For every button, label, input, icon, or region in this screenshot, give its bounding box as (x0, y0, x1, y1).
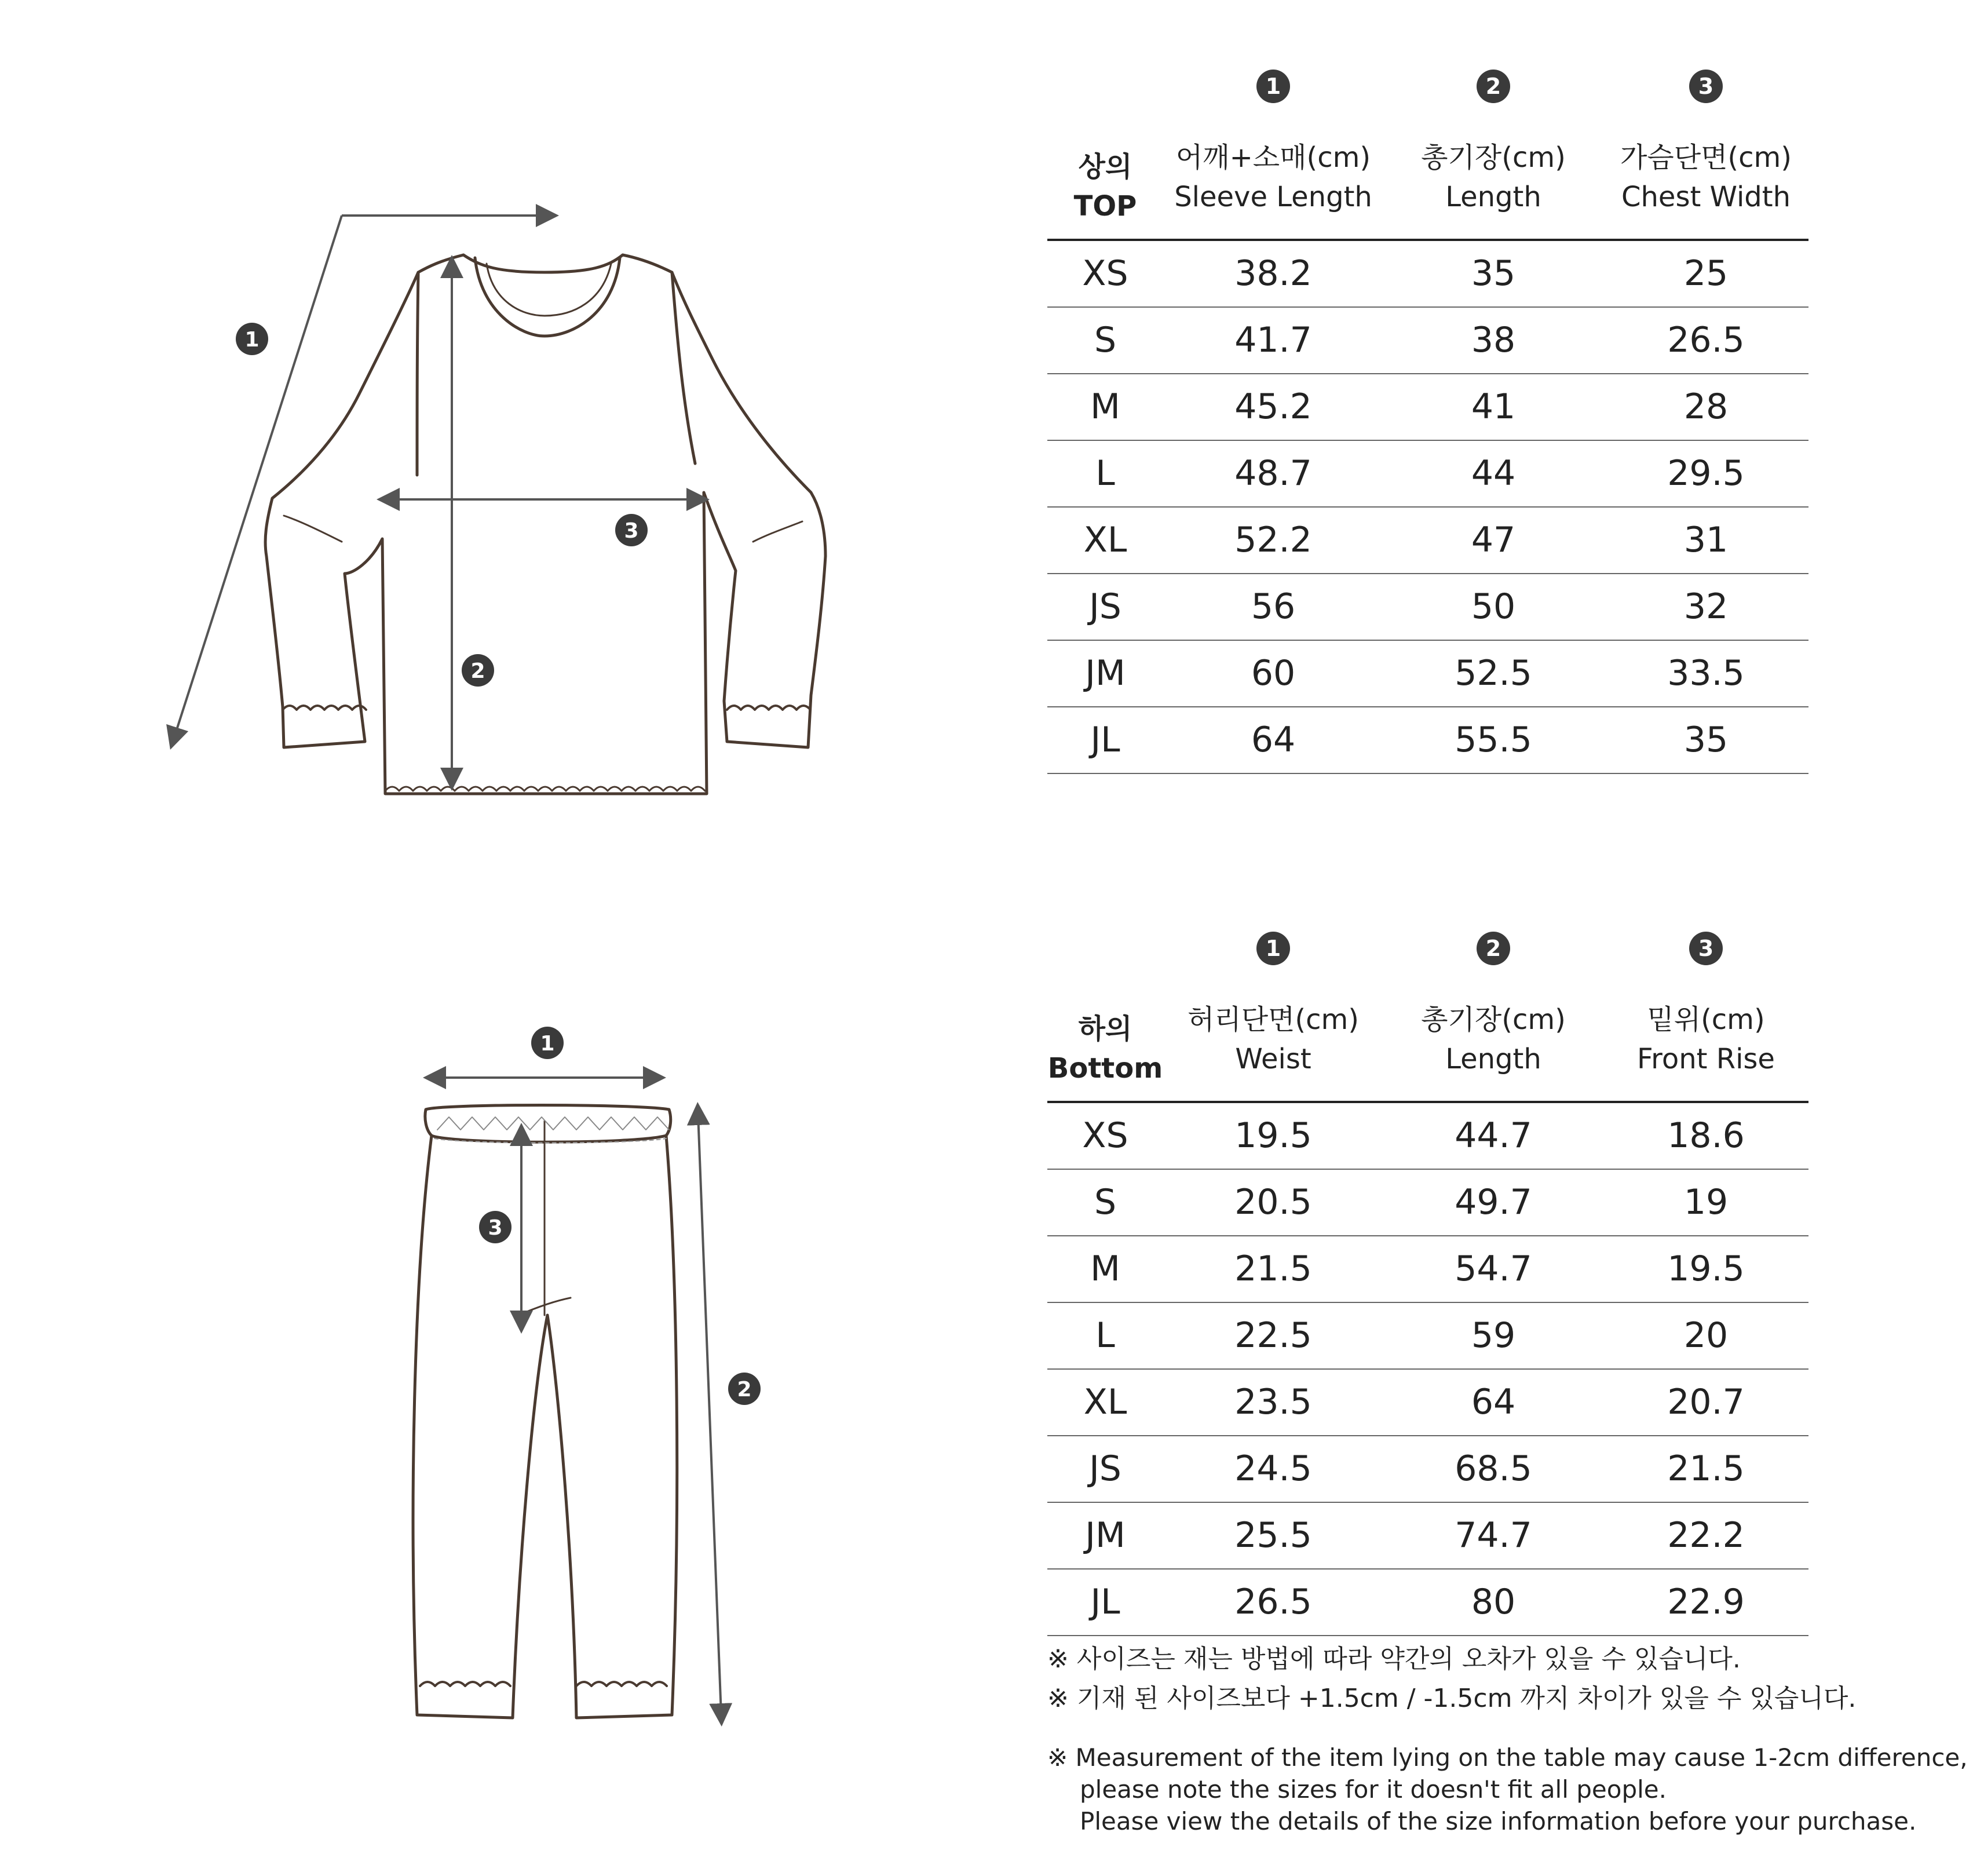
waist-cell: 24.5 (1234, 1448, 1312, 1489)
sleeve-length-cell: 64 (1251, 720, 1296, 760)
sleeve-length-cell: 38.2 (1234, 253, 1312, 294)
bottom-col-1-title-en: Weist (1235, 1043, 1311, 1075)
size-cell: XL (1083, 1382, 1127, 1422)
table-row (1047, 1370, 1808, 1436)
bottom-table-body (1047, 1103, 1808, 1636)
front-rise-cell: 20 (1683, 1315, 1729, 1356)
bottom-col-1-title-ko: 허리단면(cm) (1187, 1003, 1360, 1036)
table-row (1047, 641, 1808, 707)
size-cell: L (1095, 1315, 1115, 1356)
chest-width-cell: 33.5 (1667, 653, 1745, 694)
size-cell: L (1095, 453, 1115, 494)
table-row (1047, 707, 1808, 774)
length-cell: 41 (1471, 386, 1516, 427)
note-ko-1: ※ 사이즈는 재는 방법에 따라 약간의 오차가 있을 수 있습니다. (1047, 1644, 1741, 1674)
top-table-header (1047, 70, 1808, 226)
bottom-pants-outline (413, 1105, 677, 1718)
top-col-3-num: 3 (1689, 70, 1723, 103)
size-cell: XS (1082, 253, 1128, 294)
note-en-1: ※ Measurement of the item lying on the table may cause 1-2cm difference, (1047, 1743, 1968, 1772)
table-row (1047, 308, 1808, 374)
front-rise-cell: 19.5 (1667, 1249, 1745, 1289)
sleeve-length-cell: 60 (1251, 653, 1296, 694)
note-ko-2: ※ 기재 된 사이즈보다 +1.5cm / -1.5cm 까지 차이가 있을 수 있습니다. (1047, 1684, 1857, 1713)
bottom-label-ko: 하의 (1078, 1013, 1132, 1045)
bottom-col-2-num: 2 (1477, 932, 1510, 965)
top-table-label (1047, 147, 1163, 226)
bottom-col-2-header (1383, 932, 1603, 1079)
chest-width-cell: 25 (1683, 253, 1729, 294)
waist-cell: 19.5 (1234, 1115, 1312, 1156)
table-row (1047, 374, 1808, 441)
bottom-col-3-header (1603, 932, 1808, 1079)
size-cell: M (1090, 1249, 1120, 1289)
table-row (1047, 574, 1808, 641)
size-cell: JS (1089, 1448, 1121, 1489)
front-rise-cell: 19 (1683, 1182, 1729, 1222)
front-rise-cell: 21.5 (1667, 1448, 1745, 1489)
top-col-1-title-ko: 어깨+소매(cm) (1175, 141, 1371, 174)
waist-cell: 25.5 (1234, 1515, 1312, 1556)
size-cell: JL (1090, 720, 1120, 760)
note-en-3: Please view the details of the size information before your purchase. (1080, 1807, 1917, 1835)
table-row (1047, 441, 1808, 508)
chest-width-cell: 28 (1683, 386, 1729, 427)
top-col-2-header (1383, 70, 1603, 217)
bottom-col-3-num: 3 (1689, 932, 1723, 965)
size-cell: JM (1085, 653, 1126, 694)
chest-width-cell: 31 (1683, 520, 1729, 560)
sleeve-length-cell: 56 (1251, 586, 1296, 627)
bottom-table-header (1047, 932, 1808, 1088)
size-notes (1047, 1640, 1968, 1837)
table-row (1047, 1570, 1808, 1636)
bottom-marker-3: 3 (488, 1216, 503, 1240)
top-marker-badges (236, 323, 648, 687)
length-cell: 55.5 (1455, 720, 1532, 760)
bottom-col-2-title-en: Length (1445, 1043, 1541, 1075)
top-col-1-title-en: Sleeve Length (1174, 181, 1372, 213)
table-row (1047, 1436, 1808, 1503)
length-cell: 54.7 (1455, 1249, 1532, 1289)
size-cell: XS (1082, 1115, 1128, 1156)
pants-length-arrow (698, 1114, 721, 1715)
length-cell: 44.7 (1455, 1115, 1532, 1156)
size-cell: S (1094, 320, 1117, 360)
bottom-col-1-num: 1 (1256, 932, 1290, 965)
length-cell: 50 (1471, 586, 1516, 627)
front-rise-cell: 20.7 (1667, 1382, 1745, 1422)
table-row (1047, 1170, 1808, 1236)
sleeve-length-cell: 41.7 (1234, 320, 1312, 360)
front-rise-cell: 22.2 (1667, 1515, 1745, 1556)
size-cell: JL (1090, 1582, 1120, 1622)
length-cell: 38 (1471, 320, 1516, 360)
chest-width-cell: 32 (1683, 586, 1729, 627)
top-shirt-outline (265, 255, 825, 794)
waist-cell: 22.5 (1234, 1315, 1312, 1356)
top-col-3-title-ko: 가슴단면(cm) (1620, 141, 1792, 174)
bottom-col-3-title-ko: 밑위(cm) (1647, 1003, 1765, 1036)
top-table-body (1047, 241, 1808, 774)
top-size-table (1047, 70, 1808, 774)
length-cell: 74.7 (1455, 1515, 1532, 1556)
top-label-ko: 상의 (1078, 151, 1132, 183)
top-col-1-num: 1 (1256, 70, 1290, 103)
bottom-table-label (1047, 1009, 1163, 1088)
top-col-3-title-en: Chest Width (1621, 181, 1791, 213)
top-col-1-header (1163, 70, 1383, 217)
front-rise-cell: 22.9 (1667, 1582, 1745, 1622)
top-marker-2: 2 (470, 659, 485, 683)
chest-width-cell: 29.5 (1667, 453, 1745, 494)
top-marker-3: 3 (624, 519, 639, 543)
sleeve-length-cell: 48.7 (1234, 453, 1312, 494)
length-cell: 47 (1471, 520, 1516, 560)
size-cell: JS (1089, 586, 1121, 627)
bottom-size-table (1047, 932, 1808, 1636)
table-row (1047, 1236, 1808, 1303)
bottom-measure-arrows (434, 1078, 721, 1715)
size-cell: S (1094, 1182, 1117, 1222)
length-cell: 80 (1471, 1582, 1516, 1622)
waist-cell: 20.5 (1234, 1182, 1312, 1222)
waist-cell: 23.5 (1234, 1382, 1312, 1422)
length-cell: 68.5 (1455, 1448, 1532, 1489)
top-col-2-num: 2 (1477, 70, 1510, 103)
chest-width-cell: 26.5 (1667, 320, 1745, 360)
top-col-2-title-ko: 총기장(cm) (1421, 141, 1566, 174)
waist-cell: 26.5 (1234, 1582, 1312, 1622)
note-en-block (1047, 1742, 1968, 1837)
table-row (1047, 1503, 1808, 1570)
size-cell: XL (1083, 520, 1127, 560)
top-col-3-header (1603, 70, 1808, 217)
size-cell: M (1090, 386, 1120, 427)
sleeve-length-cell: 45.2 (1234, 386, 1312, 427)
bottom-garment-illustration (394, 1020, 788, 1738)
top-marker-1: 1 (244, 328, 260, 352)
sleeve-length-cell: 52.2 (1234, 520, 1312, 560)
top-col-2-title-en: Length (1445, 181, 1541, 213)
top-measure-arrows (174, 216, 698, 779)
table-row (1047, 1303, 1808, 1370)
table-row (1047, 508, 1808, 574)
front-rise-cell: 18.6 (1667, 1115, 1745, 1156)
length-cell: 59 (1471, 1315, 1516, 1356)
top-garment-illustration (151, 197, 846, 811)
note-en-2: please note the sizes for it doesn't fit all people. (1080, 1775, 1667, 1804)
chest-width-cell: 35 (1683, 720, 1729, 760)
bottom-col-2-title-ko: 총기장(cm) (1421, 1003, 1566, 1036)
length-cell: 52.5 (1455, 653, 1532, 694)
table-row (1047, 1103, 1808, 1170)
length-cell: 49.7 (1455, 1182, 1532, 1222)
bottom-label-en: Bottom (1047, 1052, 1163, 1085)
bottom-marker-1: 1 (540, 1032, 555, 1056)
length-cell: 64 (1471, 1382, 1516, 1422)
waist-cell: 21.5 (1234, 1249, 1312, 1289)
bottom-col-3-title-en: Front Rise (1637, 1043, 1775, 1075)
length-cell: 44 (1471, 453, 1516, 494)
size-cell: JM (1085, 1515, 1126, 1556)
bottom-marker-2: 2 (737, 1378, 752, 1401)
length-cell: 35 (1471, 253, 1516, 294)
top-label-en: TOP (1073, 190, 1137, 222)
table-row (1047, 241, 1808, 308)
bottom-col-1-header (1163, 932, 1383, 1079)
